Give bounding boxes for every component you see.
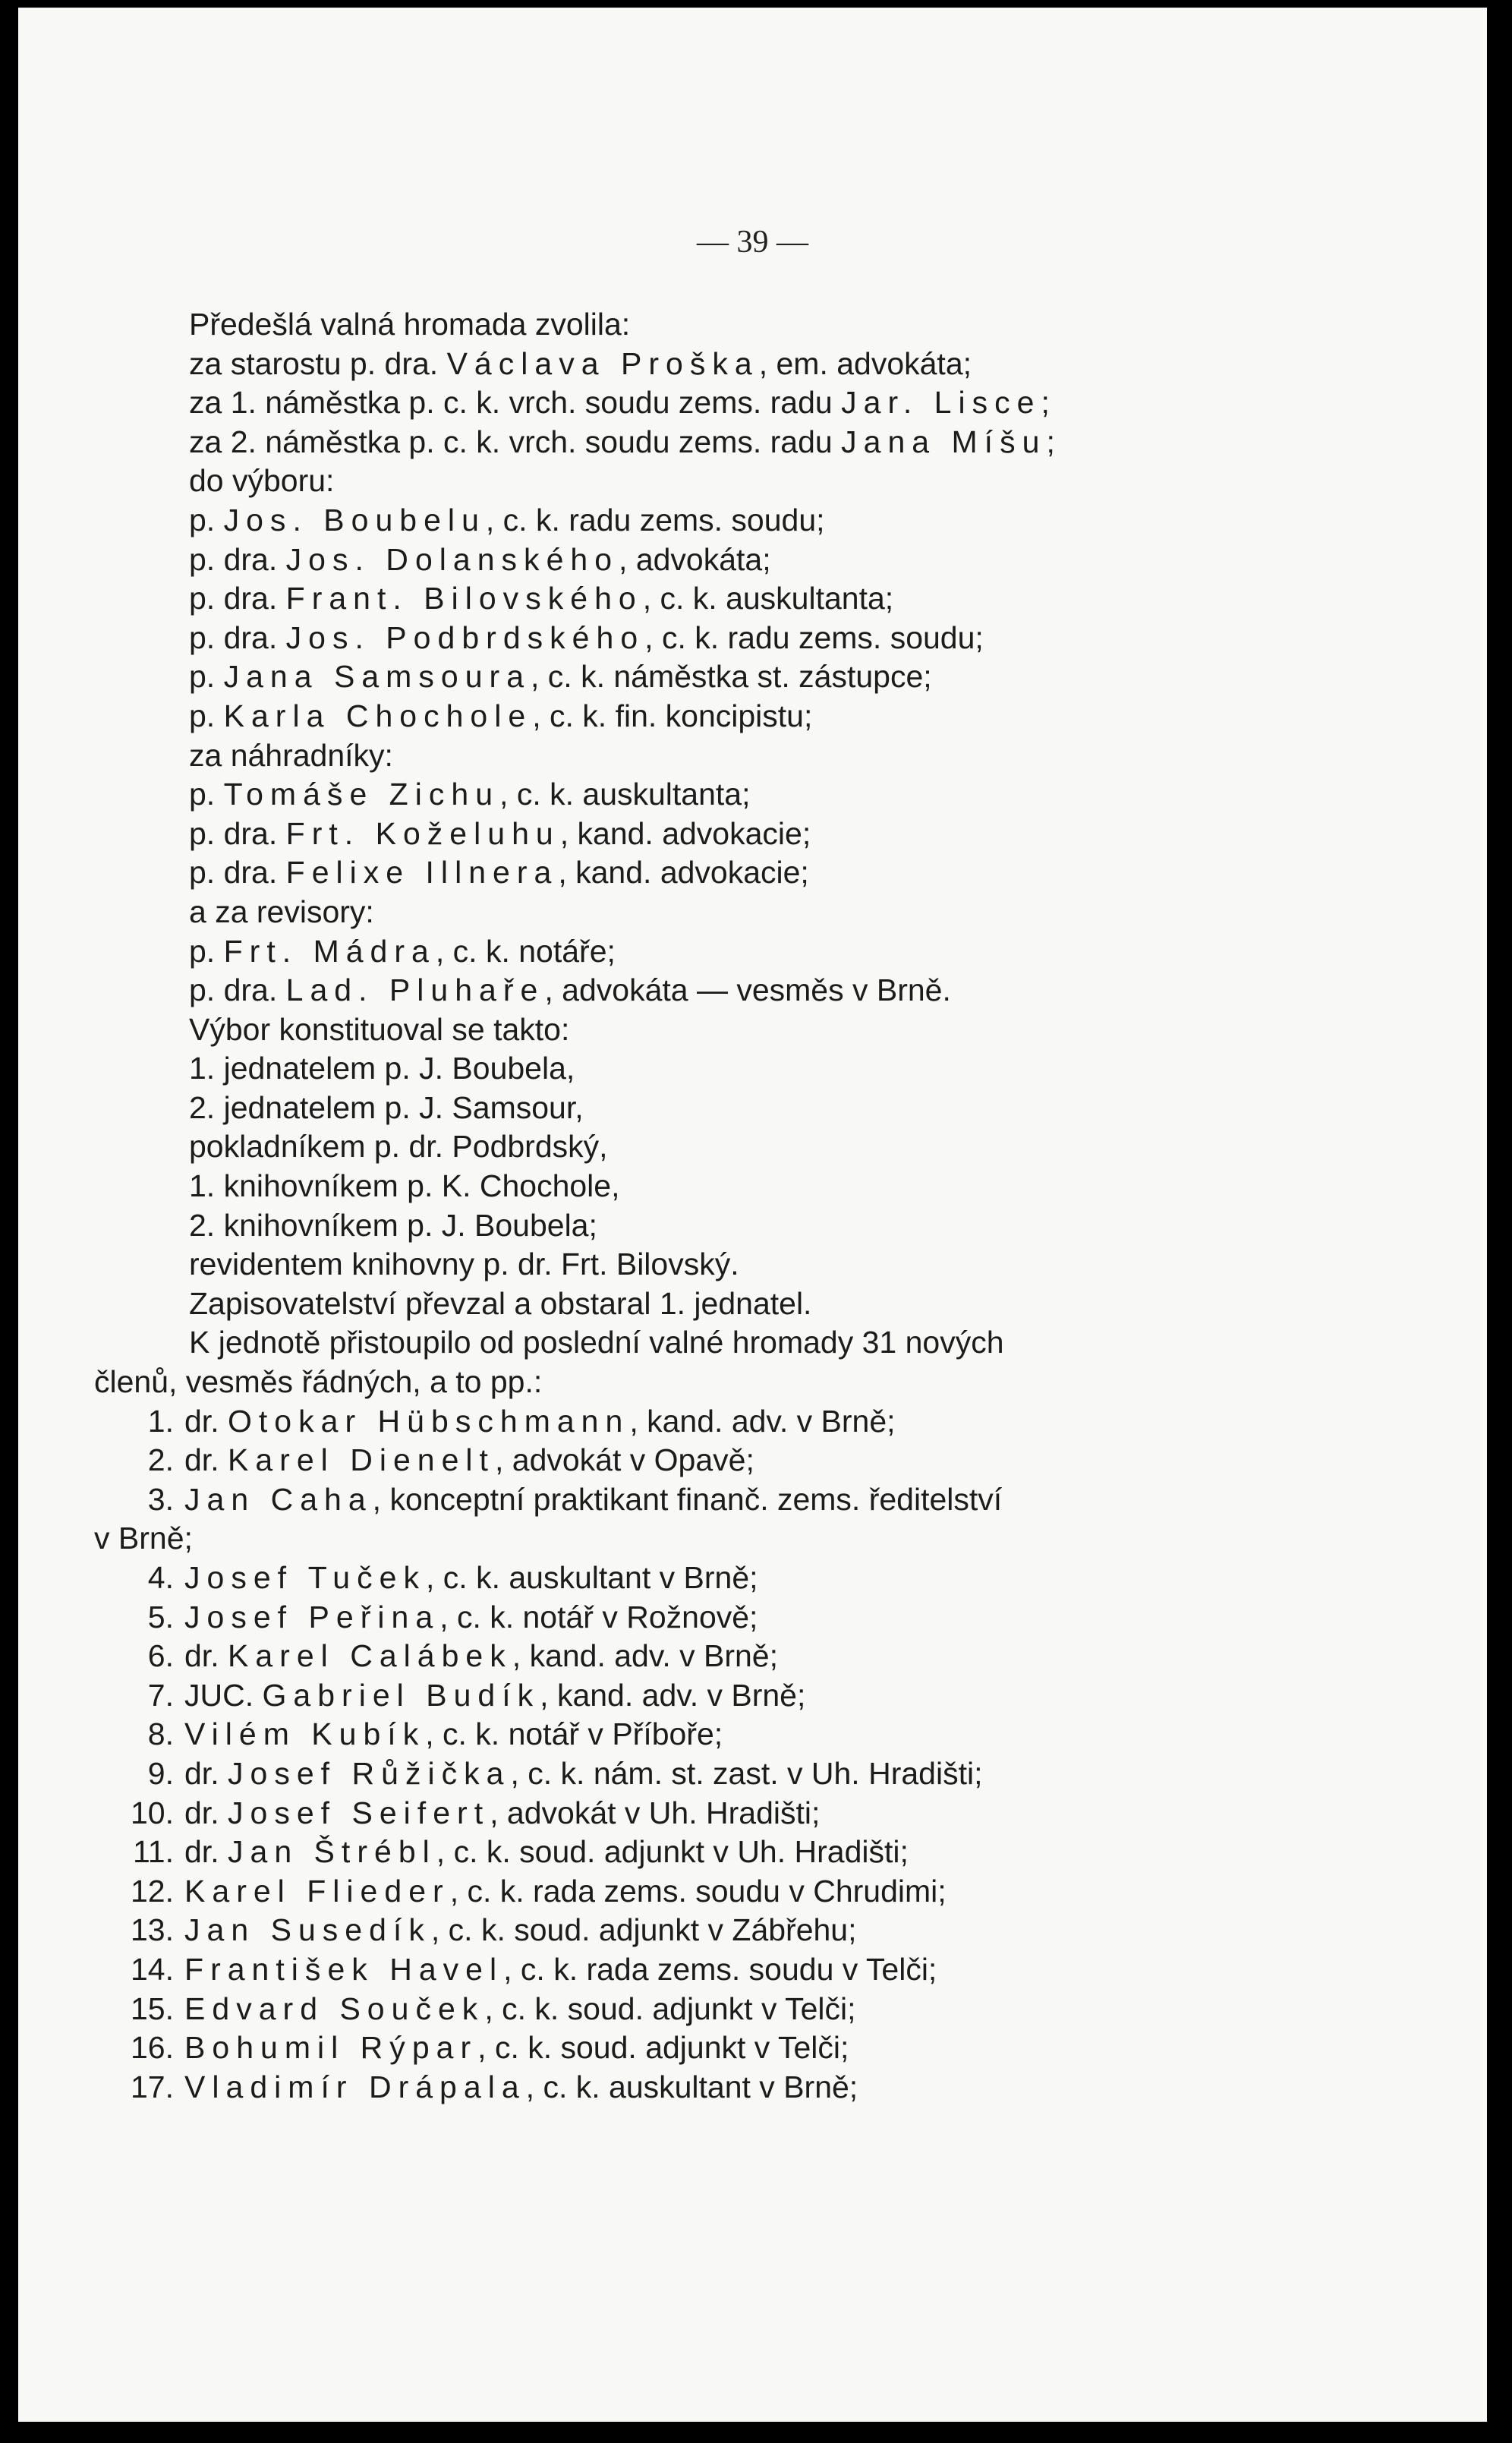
committee-line	[189, 423, 1358, 462]
member-entry	[121, 1402, 1358, 1442]
title-prefix: dr.	[184, 1834, 228, 1870]
member-entry	[121, 1676, 1358, 1716]
title-prefix: JUC.	[184, 1677, 263, 1713]
person-name: Jan Caha	[184, 1481, 373, 1517]
person-name: Jos. Boubelu	[223, 502, 486, 537]
entry-number: 9.	[147, 1755, 174, 1791]
line-prefix: za 2. náměstka p. c. k. vrch. soudu zems. radu	[189, 424, 842, 459]
entry-details: , c. k. soud. adjunkt v Telči;	[484, 1991, 856, 2026]
committee-line	[189, 697, 1358, 736]
line-prefix: a za revisory:	[189, 894, 374, 929]
person-name: Jos. Podbrdského	[285, 619, 645, 655]
person-name: Lad. Pluhaře	[285, 972, 545, 1008]
person-name: Vilém Kubík	[184, 1716, 426, 1752]
line-prefix: do výboru:	[189, 463, 335, 499]
member-entry	[121, 1950, 1358, 1990]
title-prefix: dr.	[184, 1795, 228, 1830]
line-prefix: za 1. náměstka p. c. k. vrch. soudu zems. radu	[189, 385, 842, 421]
board-line: revidentem knihovny p. dr. Frt. Bilovský.	[189, 1247, 739, 1282]
line-suffix: , c. k. radu zems. soudu;	[485, 502, 825, 537]
intro-line: Předešlá valná hromada zvolila:	[189, 307, 631, 342]
member-entry	[121, 1480, 1358, 1520]
person-name: Jar. Lisce	[841, 385, 1041, 421]
person-name: Otokar Hübschmann	[227, 1403, 630, 1439]
person-name: Bohumil Rýpar	[184, 2030, 478, 2066]
entry-number: 13.	[131, 1912, 174, 1948]
line-prefix: p.	[189, 659, 224, 695]
line-suffix: , em. advokáta;	[758, 345, 972, 381]
person-name: Tomáše Zichu	[223, 777, 500, 812]
person-name: Karel Calábek	[227, 1638, 512, 1674]
entry-details: , advokát v Opavě;	[494, 1442, 754, 1478]
board-line: 2. knihovníkem p. J. Boubela;	[189, 1207, 597, 1243]
line-prefix: za náhradníky:	[189, 737, 393, 773]
person-name: Josef Růžička	[227, 1755, 511, 1791]
line-prefix: p.	[189, 933, 224, 969]
person-name: Gabriel Budík	[262, 1677, 540, 1713]
line-suffix: , c. k. auskultanta;	[642, 581, 894, 616]
person-name: Felixe Illnera	[285, 855, 559, 891]
entry-number: 10.	[131, 1795, 174, 1830]
entry-number: 16.	[131, 2030, 174, 2066]
person-name: Jan Susedík	[184, 1912, 431, 1948]
member-entry	[121, 1559, 1358, 1598]
entry-details: , c. k. rada zems. soudu v Chrudimi;	[449, 1873, 947, 1909]
entry-number: 6.	[147, 1638, 174, 1674]
person-name: Vladimír Drápala	[184, 2069, 526, 2104]
entry-details: , c. k. soud. adjunkt v Telči;	[477, 2030, 849, 2066]
person-name: Josef Peřina	[184, 1599, 440, 1634]
committee-line	[189, 736, 1358, 776]
member-entry	[121, 1715, 1358, 1754]
person-name: Frt. Koželuhu	[285, 815, 560, 851]
board-line: pokladníkem p. dr. Podbrdský,	[189, 1129, 608, 1165]
entry-details: , c. k. nám. st. zast. v Uh. Hradišti;	[510, 1755, 983, 1791]
board-line: 1. knihovníkem p. K. Chochole,	[189, 1168, 620, 1204]
board-list	[189, 1049, 1358, 1323]
member-entry	[121, 1911, 1358, 1950]
entry-details: , c. k. notář v Příboře;	[425, 1716, 723, 1752]
committee-line	[189, 501, 1358, 541]
committee-line	[189, 345, 1358, 384]
line-suffix: ;	[1041, 385, 1050, 421]
committee-list	[189, 345, 1358, 1010]
entry-number: 17.	[131, 2069, 174, 2104]
entry-number: 8.	[147, 1716, 174, 1752]
line-suffix: , c. k. notáře;	[435, 933, 616, 969]
board-line: 1. jednatelem p. J. Boubela,	[189, 1051, 575, 1086]
person-name: Frt. Mádra	[223, 933, 436, 969]
entry-details: , c. k. auskultant v Brně;	[426, 1560, 758, 1595]
entry-number: 11.	[133, 1834, 174, 1870]
member-entry	[121, 1637, 1358, 1676]
line-suffix: , c. k. náměstka st. zástupce;	[531, 659, 932, 695]
line-prefix: p.	[189, 502, 224, 537]
line-prefix: p. dra.	[189, 581, 286, 616]
member-entry	[121, 1833, 1358, 1872]
line-prefix: za starostu p. dra.	[189, 345, 447, 381]
line-suffix: , c. k. auskultanta;	[499, 777, 751, 812]
entry-details: , kand. adv. v Brně;	[629, 1403, 896, 1439]
entry-details: , kand. adv. v Brně;	[540, 1677, 806, 1713]
committee-line	[189, 853, 1358, 893]
entry-number: 4.	[147, 1560, 174, 1595]
members-list	[94, 1402, 1358, 2107]
committee-line	[189, 462, 1358, 501]
entry-number: 7.	[147, 1677, 174, 1713]
entry-details: , c. k. soud. adjunkt v Zábřehu;	[430, 1912, 857, 1948]
entry-details: , c. k. notář v Rožnově;	[439, 1599, 758, 1634]
person-name: František Havel	[184, 1951, 504, 1987]
member-entry	[121, 1754, 1358, 1794]
entry-details: , advokát v Uh. Hradišti;	[490, 1795, 821, 1830]
line-suffix: , kand. advokacie;	[559, 815, 811, 851]
line-prefix: p. dra.	[189, 541, 286, 577]
line-suffix: , c. k. radu zems. soudu;	[644, 619, 984, 655]
person-name: Edvard Souček	[184, 1991, 485, 2026]
line-prefix: p. dra.	[189, 855, 286, 891]
title-prefix: dr.	[184, 1442, 228, 1478]
members-intro-line-2: členů, vesměs řádných, a to pp.:	[94, 1364, 543, 1400]
entry-number: 5.	[147, 1599, 174, 1634]
committee-line	[189, 775, 1358, 815]
line-suffix: , advokáta;	[619, 541, 771, 577]
person-name: Jana Samsoura	[223, 659, 531, 695]
member-entry	[121, 2068, 1358, 2107]
member-entry	[121, 1990, 1358, 2029]
committee-line	[189, 383, 1358, 423]
line-suffix: , advokáta — vesměs v Brně.	[544, 972, 951, 1008]
committee-line	[189, 971, 1358, 1010]
members-intro-line-1: K jednotě přistoupilo od poslední valné hromady 31 nových	[189, 1325, 1004, 1360]
line-suffix: , kand. advokacie;	[558, 855, 809, 891]
person-name: Karla Chochole	[223, 698, 533, 733]
title-prefix: dr.	[184, 1403, 228, 1439]
line-prefix: p. dra.	[189, 972, 286, 1008]
entry-details: , c. k. rada zems. soudu v Telči;	[503, 1951, 937, 1987]
board-line: Zapisovatelství převzal a obstaral 1. jednatel.	[189, 1285, 812, 1321]
entry-number: 2.	[147, 1442, 174, 1478]
member-entry	[121, 1794, 1358, 1833]
person-name: Václava Proška	[446, 345, 759, 381]
person-name: Karel Flieder	[184, 1873, 450, 1909]
page-number: — 39 —	[697, 225, 808, 260]
entry-number: 14.	[131, 1951, 174, 1987]
line-prefix: p.	[189, 777, 224, 812]
line-prefix: p. dra.	[189, 619, 286, 655]
line-suffix: ;	[1046, 424, 1055, 459]
line-prefix: p.	[189, 698, 224, 733]
entry-number: 15.	[131, 1991, 174, 2026]
person-name: Josef Tuček	[184, 1560, 426, 1595]
person-name: Jos. Dolanského	[285, 541, 619, 577]
entry-number: 12.	[131, 1873, 174, 1909]
member-entry	[121, 1441, 1358, 1480]
title-prefix: dr.	[184, 1755, 228, 1791]
entry-details: , c. k. auskultant v Brně;	[525, 2069, 858, 2104]
member-entry	[121, 2028, 1358, 2068]
board-line: 2. jednatelem p. J. Samsour,	[189, 1089, 584, 1125]
person-name: Karel Dienelt	[227, 1442, 495, 1478]
entry-number: 3.	[147, 1481, 174, 1517]
member-entry	[121, 1598, 1358, 1638]
committee-line	[189, 579, 1358, 619]
entry-details: , c. k. soud. adjunkt v Uh. Hradišti;	[436, 1834, 909, 1870]
person-name: Jan Štrébl	[227, 1834, 436, 1870]
line-prefix: p. dra.	[189, 815, 286, 851]
board-intro: Výbor konstituoval se takto:	[189, 1011, 570, 1047]
person-name: Josef Seifert	[227, 1795, 490, 1830]
scanned-page	[18, 8, 1487, 2422]
entry-continuation: v Brně;	[94, 1521, 193, 1556]
entry-details: , kand. adv. v Brně;	[512, 1638, 778, 1674]
committee-line	[189, 657, 1358, 697]
committee-line	[189, 815, 1358, 854]
person-name: Frant. Bilovského	[285, 581, 643, 616]
committee-line	[189, 619, 1358, 658]
person-name: Jana Míšu	[841, 424, 1047, 459]
committee-line	[189, 893, 1358, 932]
committee-line	[189, 541, 1358, 580]
entry-details: , konceptní praktikant finanč. zems. ředitelství	[372, 1481, 1003, 1517]
line-suffix: , c. k. fin. koncipistu;	[532, 698, 813, 733]
title-prefix: dr.	[184, 1638, 228, 1674]
member-entry	[121, 1872, 1358, 1912]
entry-number: 1.	[147, 1403, 174, 1439]
committee-line	[189, 932, 1358, 972]
page-body	[94, 305, 1358, 2107]
